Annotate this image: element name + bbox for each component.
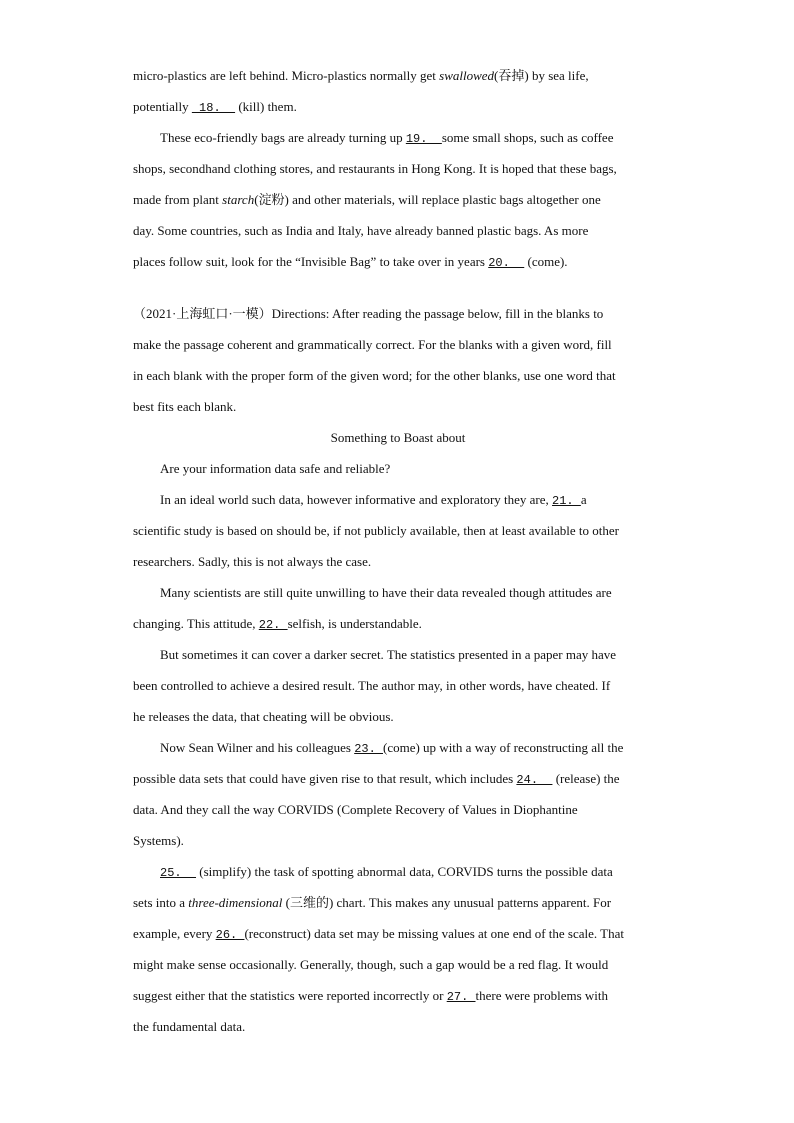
text-run: data. And they call the way CORVIDS (Complete Recovery of Values in Diophantine bbox=[133, 802, 578, 817]
text-run: But sometimes it can cover a darker secret. The statistics presented in a paper may have bbox=[160, 647, 617, 662]
answer-blank: 23. bbox=[354, 742, 383, 756]
text-line bbox=[133, 1017, 663, 1048]
text-line bbox=[133, 252, 663, 283]
text-run: suggest either that the statistics were reported incorrectly or bbox=[133, 988, 447, 1003]
text-line bbox=[133, 397, 663, 428]
text-run: example, every bbox=[133, 926, 216, 941]
text-run: Systems). bbox=[133, 833, 184, 848]
text-line bbox=[133, 490, 663, 521]
document-page bbox=[133, 66, 663, 1048]
answer-blank: 19. bbox=[405, 132, 442, 146]
text-run: might make sense occasionally. Generally, though, such a gap would be a red flag. It would bbox=[133, 957, 609, 972]
text-run: Many scientists are still quite unwilling to have their data revealed though attitudes are bbox=[160, 585, 612, 600]
text-run: (kill) them. bbox=[235, 99, 297, 114]
passage-continued bbox=[133, 66, 663, 283]
text-line bbox=[133, 66, 663, 97]
text-line bbox=[133, 583, 663, 614]
text-run: (release) the bbox=[552, 771, 620, 786]
text-run: places follow suit, look for the “Invisible Bag” to take over in years bbox=[133, 254, 489, 269]
text-line bbox=[133, 707, 663, 738]
text-line bbox=[133, 924, 663, 955]
answer-blank: 22. bbox=[258, 618, 288, 632]
text-run: day. Some countries, such as India and Italy, have already banned plastic bags. As more bbox=[133, 223, 589, 238]
text-run: Are your information data safe and reliable? bbox=[160, 461, 391, 476]
text-line bbox=[133, 459, 663, 490]
text-run: (come). bbox=[524, 254, 568, 269]
text-run: scientific study is based on should be, if not publicly available, then at least available to other bbox=[133, 523, 619, 538]
text-line bbox=[133, 552, 663, 583]
text-run: a bbox=[580, 492, 587, 507]
text-line bbox=[133, 97, 663, 128]
text-run: make the passage coherent and grammatically correct. For the blanks with a given word, fill bbox=[133, 337, 612, 352]
text-line bbox=[133, 893, 663, 924]
answer-blank: 18. bbox=[191, 101, 236, 115]
text-line bbox=[133, 335, 663, 366]
text-line bbox=[133, 986, 663, 1017]
answer-blank: 26. bbox=[215, 928, 245, 942]
text-run: he releases the data, that cheating will be obvious. bbox=[133, 709, 394, 724]
text-line bbox=[133, 800, 663, 831]
text-run: in each blank with the proper form of the given word; for the other blanks, use one word that bbox=[133, 368, 616, 383]
italic-term: three-dimensional bbox=[188, 895, 283, 910]
text-line bbox=[133, 190, 663, 221]
text-run: selfish, is understandable. bbox=[287, 616, 422, 631]
text-line bbox=[133, 955, 663, 986]
text-line bbox=[133, 128, 663, 159]
text-line bbox=[133, 521, 663, 552]
text-line bbox=[133, 159, 663, 190]
text-line bbox=[133, 221, 663, 252]
text-run: possible data sets that could have given rise to that result, which includes bbox=[133, 771, 517, 786]
answer-blank: 20. bbox=[488, 256, 525, 270]
text-line bbox=[133, 614, 663, 645]
text-run: there were problems with bbox=[475, 988, 608, 1003]
passage-something-to-boast-about bbox=[133, 304, 663, 1048]
text-run: Now Sean Wilner and his colleagues bbox=[160, 740, 355, 755]
answer-blank: 27. bbox=[446, 990, 476, 1004]
text-run: the fundamental data. bbox=[133, 1019, 246, 1034]
text-line bbox=[133, 645, 663, 676]
text-run: some small shops, such as coffee bbox=[441, 130, 614, 145]
text-run: (reconstruct) data set may be missing values at one end of the scale. That bbox=[244, 926, 624, 941]
text-run: best fits each blank. bbox=[133, 399, 237, 414]
text-run: made from plant bbox=[133, 192, 223, 207]
text-run: These eco-friendly bags are already turning up bbox=[160, 130, 406, 145]
text-run: Something to Boast about bbox=[330, 430, 466, 445]
text-run: changing. This attitude, bbox=[133, 616, 259, 631]
text-run: (simplify) the task of spotting abnormal data, CORVIDS turns the possible data bbox=[196, 864, 613, 879]
text-run: been controlled to achieve a desired result. The author may, in other words, have cheated. If bbox=[133, 678, 611, 693]
text-line bbox=[133, 366, 663, 397]
text-run: shops, secondhand clothing stores, and restaurants in Hong Kong. It is hoped that these bags, bbox=[133, 161, 617, 176]
text-line bbox=[133, 769, 663, 800]
text-run: micro-plastics are left behind. Micro-plastics normally get bbox=[133, 68, 440, 83]
passage-title bbox=[133, 428, 663, 459]
text-line bbox=[133, 304, 663, 335]
text-run: potentially bbox=[133, 99, 192, 114]
text-line bbox=[133, 676, 663, 707]
text-run: (吞掉) by sea life, bbox=[494, 68, 589, 83]
text-run: sets into a bbox=[133, 895, 189, 910]
text-run: （2021·上海虹口·一模）Directions: After reading the passage below, fill in the blanks to bbox=[133, 306, 604, 321]
text-line bbox=[133, 738, 663, 769]
text-run: researchers. Sadly, this is not always the case. bbox=[133, 554, 372, 569]
text-run: (三维的) chart. This makes any unusual patterns apparent. For bbox=[282, 895, 612, 910]
italic-term: starch bbox=[222, 192, 255, 207]
text-line bbox=[133, 862, 663, 893]
text-run: (come) up with a way of reconstructing all the bbox=[383, 740, 624, 755]
answer-blank: 21. bbox=[552, 494, 581, 508]
section-gap bbox=[133, 283, 663, 304]
text-line bbox=[133, 831, 663, 862]
answer-blank: 25. bbox=[160, 866, 197, 880]
text-run: (淀粉) and other materials, will replace plastic bags altogether one bbox=[254, 192, 601, 207]
italic-term: swallowed bbox=[439, 68, 495, 83]
answer-blank: 24. bbox=[516, 773, 553, 787]
text-run: In an ideal world such data, however informative and exploratory they are, bbox=[160, 492, 553, 507]
